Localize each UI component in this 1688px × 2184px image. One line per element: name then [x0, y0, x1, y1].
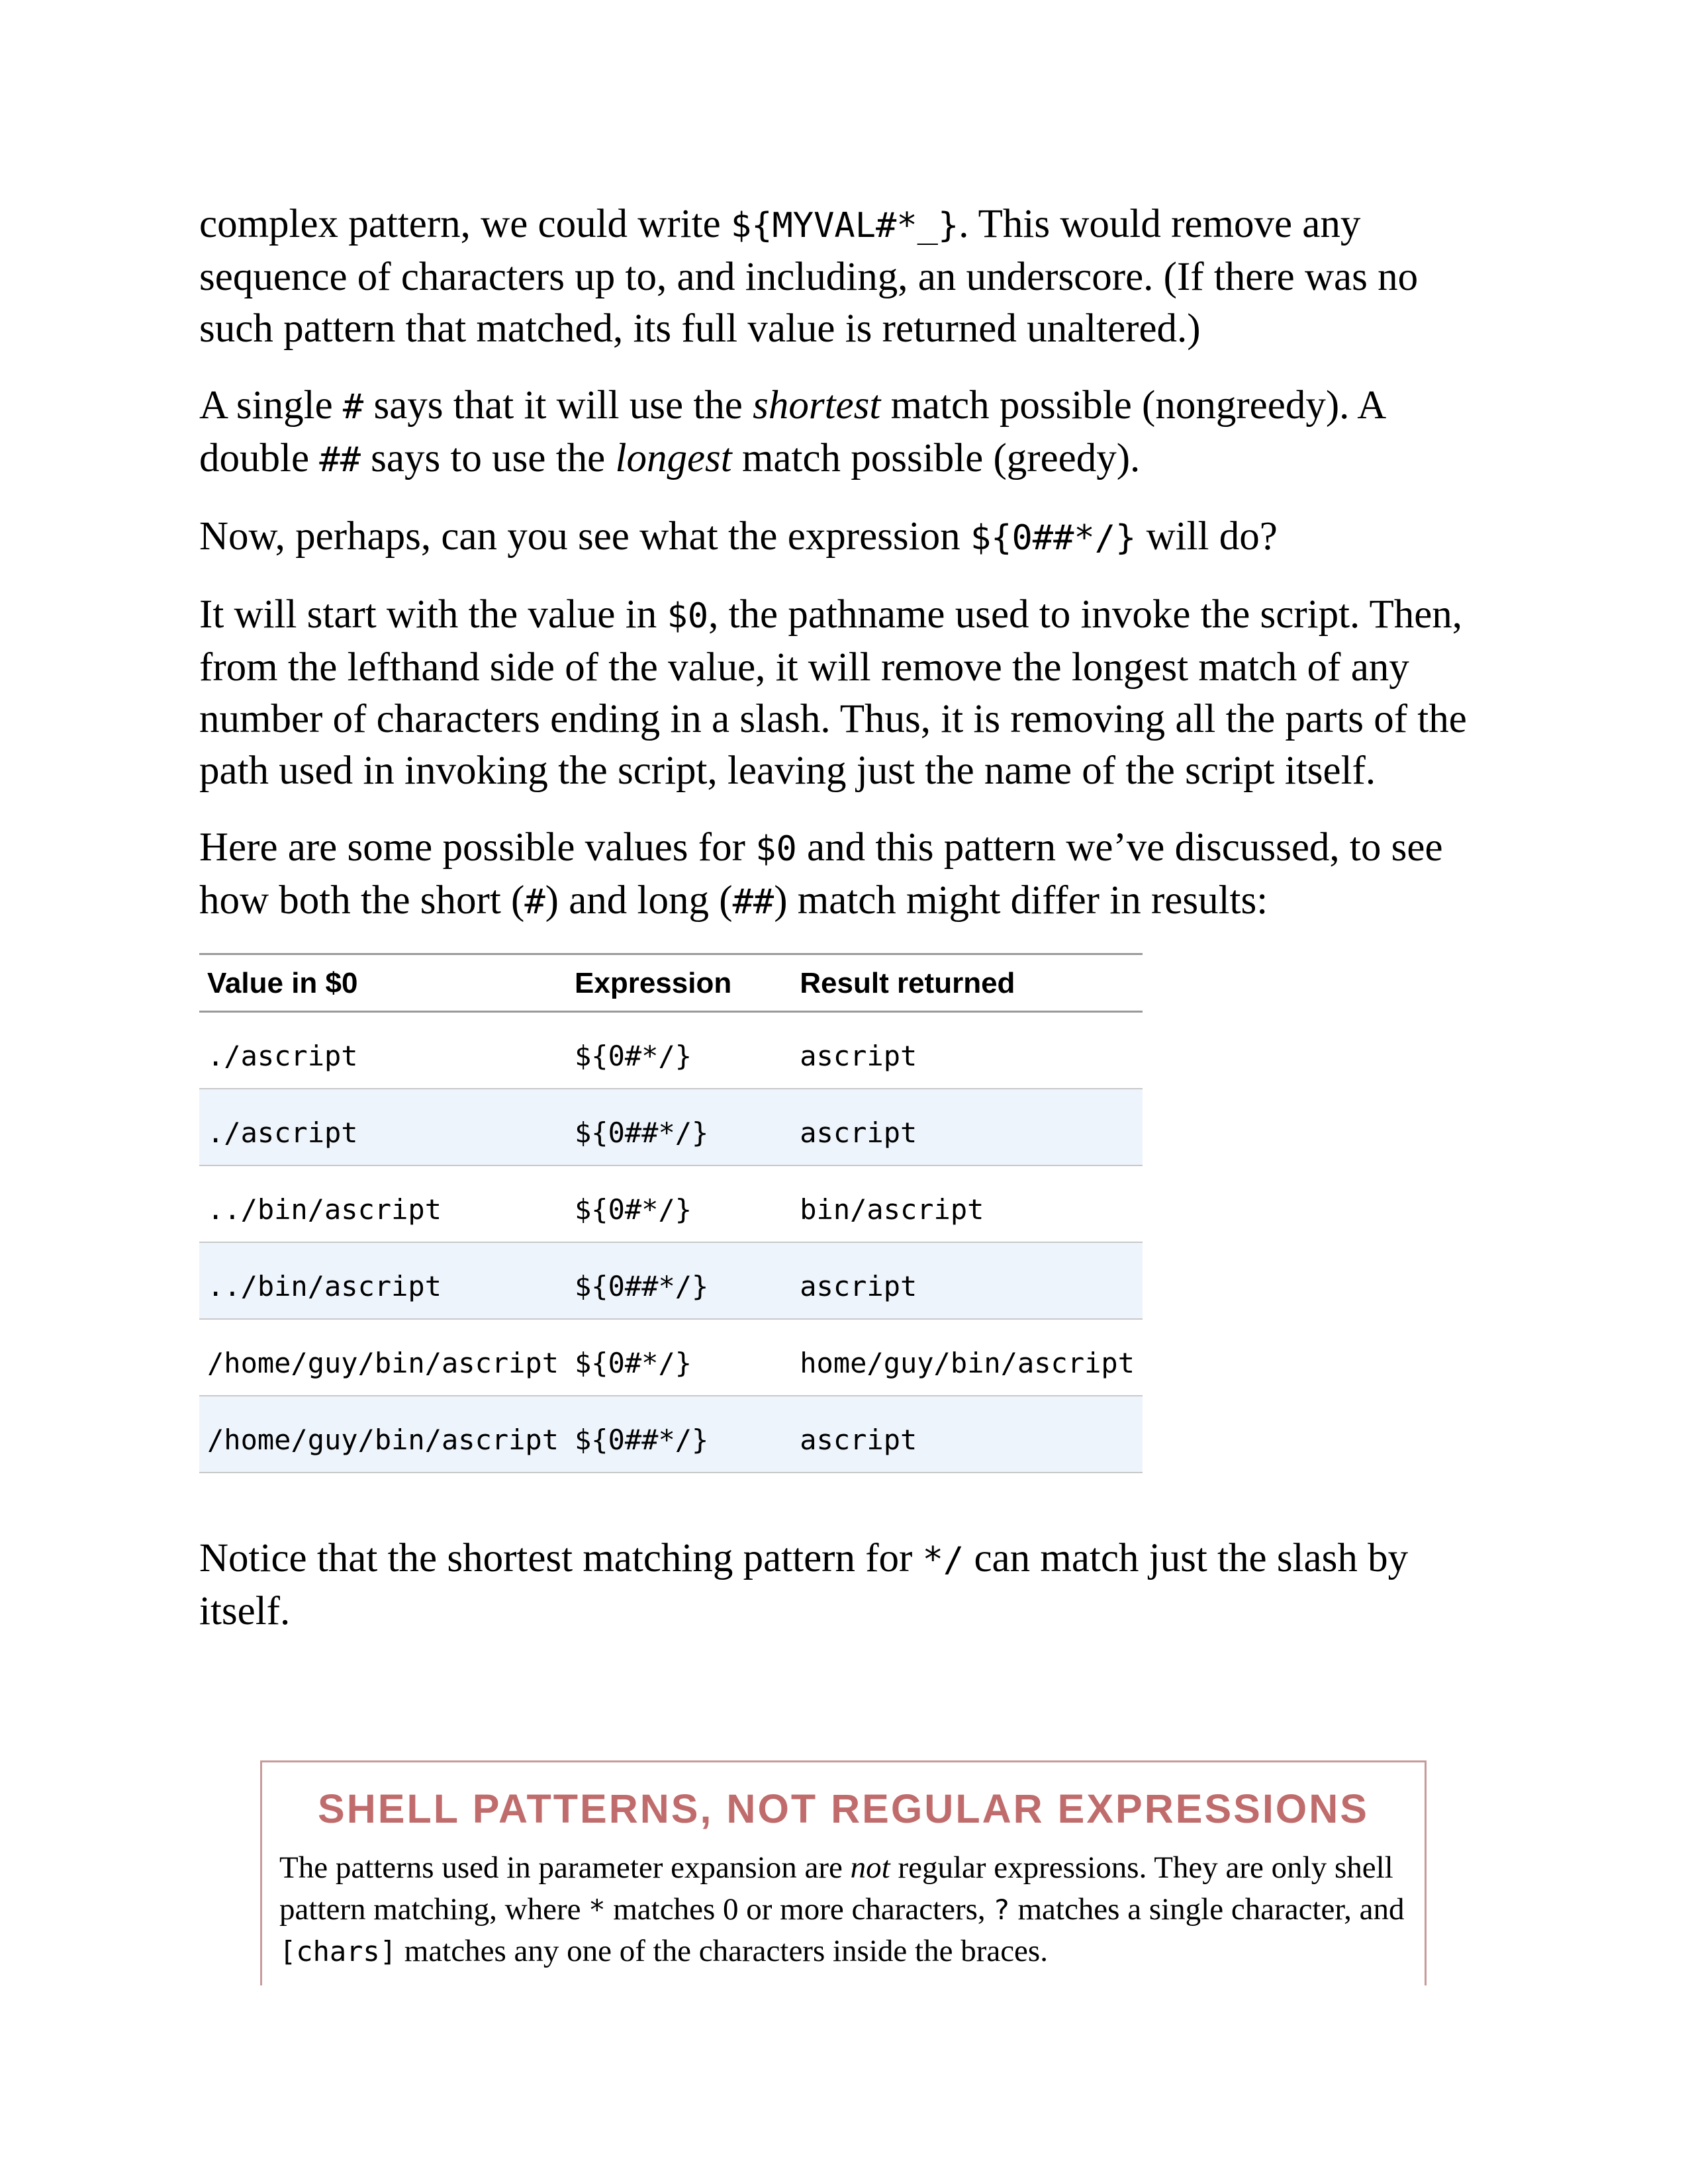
inline-code: ${MYVAL#*_}: [730, 206, 959, 246]
inline-code: #: [342, 387, 364, 427]
sidebar-body: [279, 1847, 1407, 1972]
text: A single: [199, 383, 343, 428]
text: regular expressions. They are only shell pattern matching, where: [279, 1850, 1393, 1927]
column-header-value: Value in $0: [199, 954, 567, 1012]
text: says to use the: [360, 436, 616, 480]
paragraph: [199, 380, 1483, 486]
text: Now, perhaps, can you see what the expression: [199, 514, 970, 559]
text: Here are some possible values for: [199, 825, 756, 870]
text: The patterns used in parameter expansion are: [279, 1850, 851, 1885]
cell-result: ascript: [792, 1396, 1143, 1473]
text: matches a single character, and: [1009, 1892, 1405, 1927]
table-row: [199, 1012, 1143, 1089]
text: match possible (greedy).: [731, 436, 1141, 480]
column-header-expression: Expression: [567, 954, 792, 1012]
emphasis: longest: [615, 436, 732, 480]
text: . This would remove any sequence of characters up to, and including, an underscore. (If there was no such pattern that matched, its full value is returned unaltered.): [199, 202, 1419, 351]
paragraph: [199, 511, 1483, 564]
cell-expression: ${0##*/}: [567, 1242, 792, 1319]
inline-code: $0: [667, 596, 709, 636]
text: matches any one of the characters inside the braces.: [397, 1934, 1048, 1968]
cell-expression: ${0##*/}: [567, 1396, 792, 1473]
table-header-row: [199, 954, 1143, 1012]
paragraph: [199, 199, 1483, 355]
cell-result: ascript: [792, 1242, 1143, 1319]
cell-result: bin/ascript: [792, 1165, 1143, 1242]
table-row: [199, 1165, 1143, 1242]
page-content: [199, 199, 1483, 1662]
column-header-result: Result returned: [792, 954, 1143, 1012]
inline-code: ##: [319, 440, 361, 480]
table-row: [199, 1319, 1143, 1396]
inline-code: ##: [732, 882, 774, 922]
cell-value: /home/guy/bin/ascript: [199, 1319, 567, 1396]
inline-code: ?: [993, 1893, 1010, 1926]
cell-value: ../bin/ascript: [199, 1165, 567, 1242]
text: matches 0 or more characters,: [605, 1892, 994, 1927]
sidebar-title: SHELL PATTERNS, NOT REGULAR EXPRESSIONS: [318, 1786, 1369, 1831]
text: complex pattern, we could write: [199, 202, 731, 246]
cell-value: ../bin/ascript: [199, 1242, 567, 1319]
text: , the pathname used to invoke the script. Then, from the lefthand side of the value, it will remove the longest match of any number of characters ending in a slash. Thus, it is removing all the parts of the path used in invoking the script, leaving just the name of the script itself.: [199, 592, 1467, 793]
cell-expression: ${0#*/}: [567, 1165, 792, 1242]
text: can match just the slash by itself.: [199, 1536, 1409, 1633]
table-row: [199, 1396, 1143, 1473]
text: It will start with the value in: [199, 592, 667, 637]
text: Notice that the shortest matching pattern for: [199, 1536, 923, 1580]
cell-expression: ${0#*/}: [567, 1319, 792, 1396]
cell-value: ./ascript: [199, 1012, 567, 1089]
paragraph: [199, 1533, 1483, 1637]
text: ) match might differ in results:: [774, 878, 1268, 923]
inline-code: ${0##*/}: [970, 518, 1137, 558]
cell-value: /home/guy/bin/ascript: [199, 1396, 567, 1473]
text: and this pattern we’ve discussed, to see how both the short (: [199, 825, 1443, 923]
cell-result: home/guy/bin/ascript: [792, 1319, 1143, 1396]
text: match possible (nongreedy). A double: [199, 383, 1384, 480]
sidebar-note: [260, 1760, 1427, 1985]
cell-expression: ${0##*/}: [567, 1089, 792, 1165]
inline-code: */: [922, 1540, 964, 1580]
cell-expression: ${0#*/}: [567, 1012, 792, 1089]
cell-value: ./ascript: [199, 1089, 567, 1165]
table-row: [199, 1242, 1143, 1319]
cell-result: ascript: [792, 1089, 1143, 1165]
table-row: [199, 1089, 1143, 1165]
paragraph: [199, 589, 1483, 797]
results-table: [199, 953, 1143, 1473]
emphasis: shortest: [753, 383, 881, 428]
text: ) and long (: [545, 878, 733, 923]
inline-code: #: [524, 882, 545, 922]
text: says that it will use the: [363, 383, 753, 428]
paragraph: [199, 822, 1483, 928]
cell-result: ascript: [792, 1012, 1143, 1089]
inline-code: [chars]: [279, 1935, 397, 1968]
emphasis: not: [850, 1850, 890, 1885]
inline-code: $0: [755, 829, 797, 869]
inline-code: *: [588, 1893, 606, 1926]
text: will do?: [1136, 514, 1278, 559]
